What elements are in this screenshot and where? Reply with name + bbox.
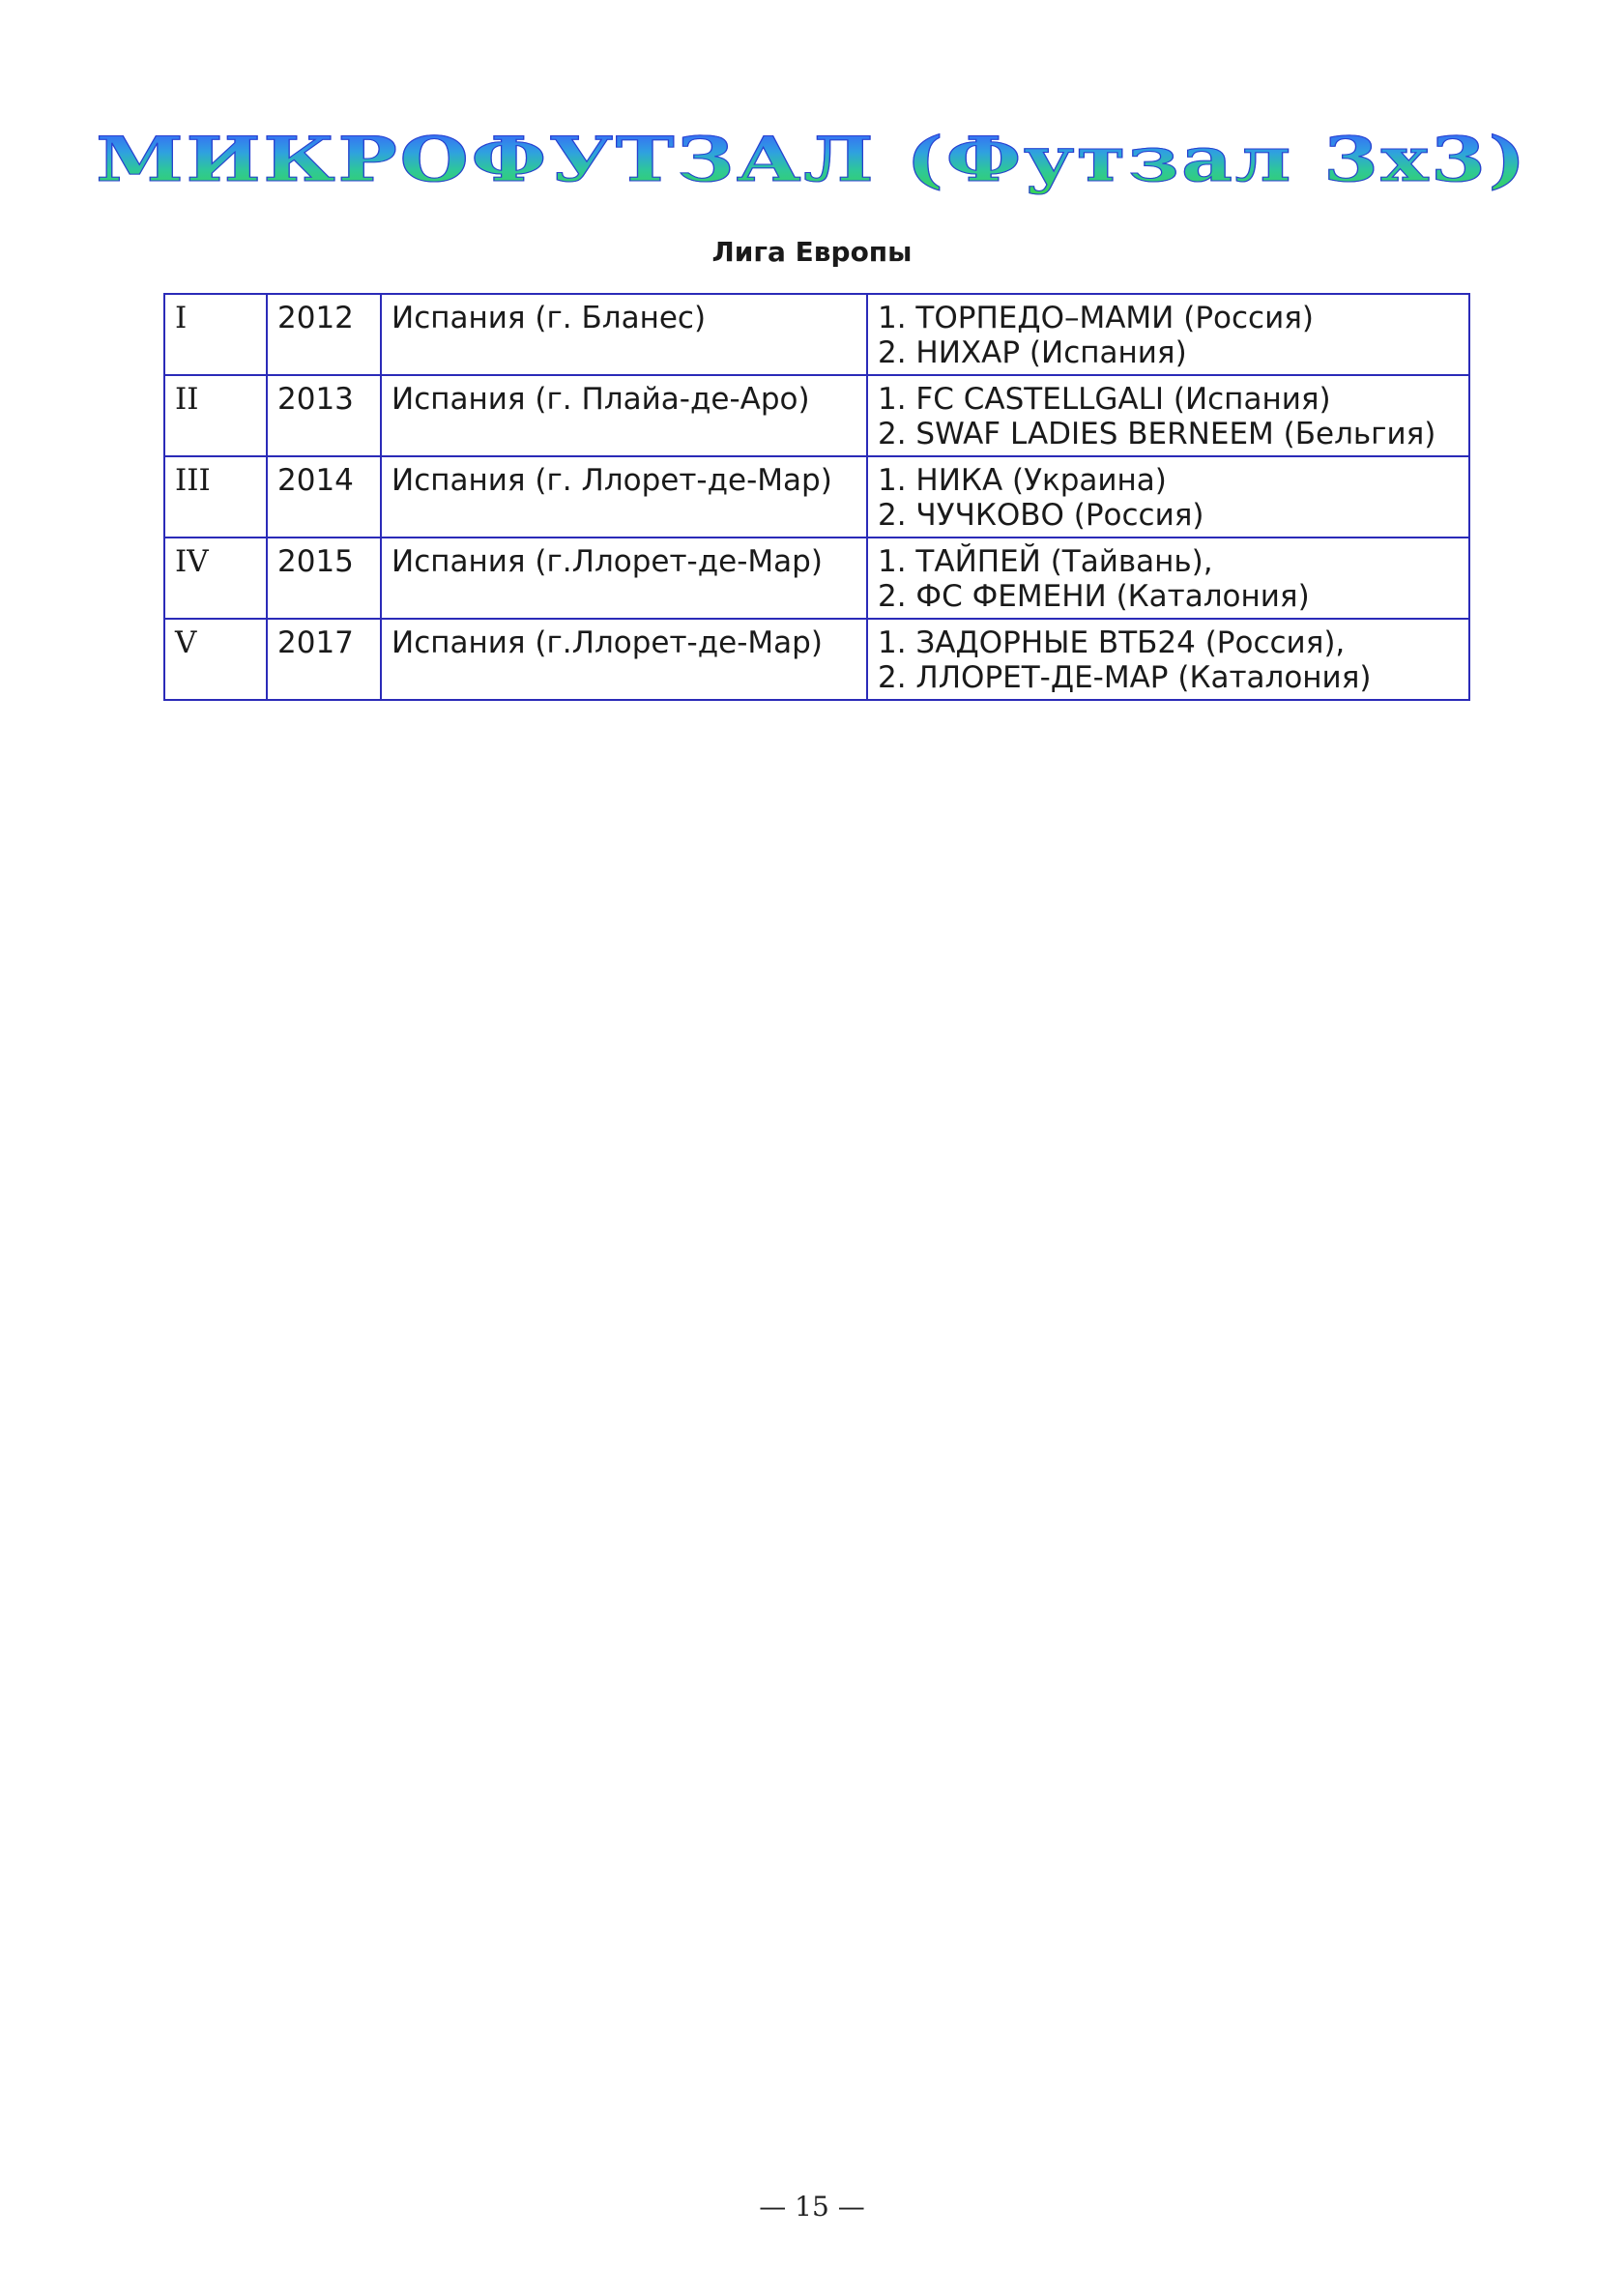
first-place-text: 1. НИКА (Украина) bbox=[878, 463, 1167, 498]
second-place-text: 2. ЧУЧКОВО (Россия) bbox=[878, 498, 1204, 533]
edition-number-cell: V bbox=[164, 619, 267, 700]
year-cell: 2017 bbox=[267, 619, 381, 700]
table-row bbox=[164, 538, 1469, 619]
edition-number-cell: I bbox=[164, 294, 267, 375]
second-place-text: 2. ЛЛОРЕТ-ДЕ-МАР (Каталония) bbox=[878, 660, 1372, 695]
venue-text: Испания (г. Плайа-де-Аро) bbox=[392, 382, 810, 417]
first-place-text: 1. ТОРПЕДО–МАМИ (Россия) bbox=[878, 301, 1314, 335]
winners-cell bbox=[867, 619, 1469, 700]
venue-text: Испания (г.Ллорет-де-Мар) bbox=[392, 544, 823, 579]
edition-number-cell: III bbox=[164, 456, 267, 538]
venue-cell bbox=[381, 456, 867, 538]
first-place-text: 1. ЗАДОРНЫЕ ВТБ24 (Россия), bbox=[878, 625, 1346, 660]
table-row bbox=[164, 619, 1469, 700]
second-place-text: 2. ФС ФЕМЕНИ (Каталония) bbox=[878, 579, 1310, 614]
table-row bbox=[164, 456, 1469, 538]
year-cell: 2015 bbox=[267, 538, 381, 619]
winners-cell bbox=[867, 538, 1469, 619]
edition-number-cell: II bbox=[164, 375, 267, 456]
edition-number-cell: IV bbox=[164, 538, 267, 619]
results-table bbox=[163, 293, 1470, 701]
winners-cell bbox=[867, 294, 1469, 375]
table-row bbox=[164, 294, 1469, 375]
winners-cell bbox=[867, 375, 1469, 456]
second-place-text: 2. НИХАР (Испания) bbox=[878, 335, 1187, 370]
year-cell: 2014 bbox=[267, 456, 381, 538]
table-row bbox=[164, 375, 1469, 456]
year-cell: 2013 bbox=[267, 375, 381, 456]
venue-cell bbox=[381, 538, 867, 619]
first-place-text: 1. ТАЙПЕЙ (Тайвань), bbox=[878, 544, 1213, 579]
venue-cell bbox=[381, 294, 867, 375]
page-number: — 15 — bbox=[759, 2191, 865, 2223]
venue-cell bbox=[381, 619, 867, 700]
section-heading: Лига Европы bbox=[711, 236, 913, 268]
year-cell: 2012 bbox=[267, 294, 381, 375]
venue-cell bbox=[381, 375, 867, 456]
venue-text: Испания (г. Бланес) bbox=[392, 301, 707, 335]
second-place-text: 2. SWAF LADIES BERNEEM (Бельгия) bbox=[878, 417, 1436, 451]
winners-cell bbox=[867, 456, 1469, 538]
venue-text: Испания (г. Ллорет-де-Мар) bbox=[392, 463, 832, 498]
venue-text: Испания (г.Ллорет-де-Мар) bbox=[392, 625, 823, 660]
first-place-text: 1. FC CASTELLGALI (Испания) bbox=[878, 382, 1331, 417]
page-title: МИКРОФУТЗАЛ (Футзал 3х3) bbox=[0, 124, 1624, 198]
